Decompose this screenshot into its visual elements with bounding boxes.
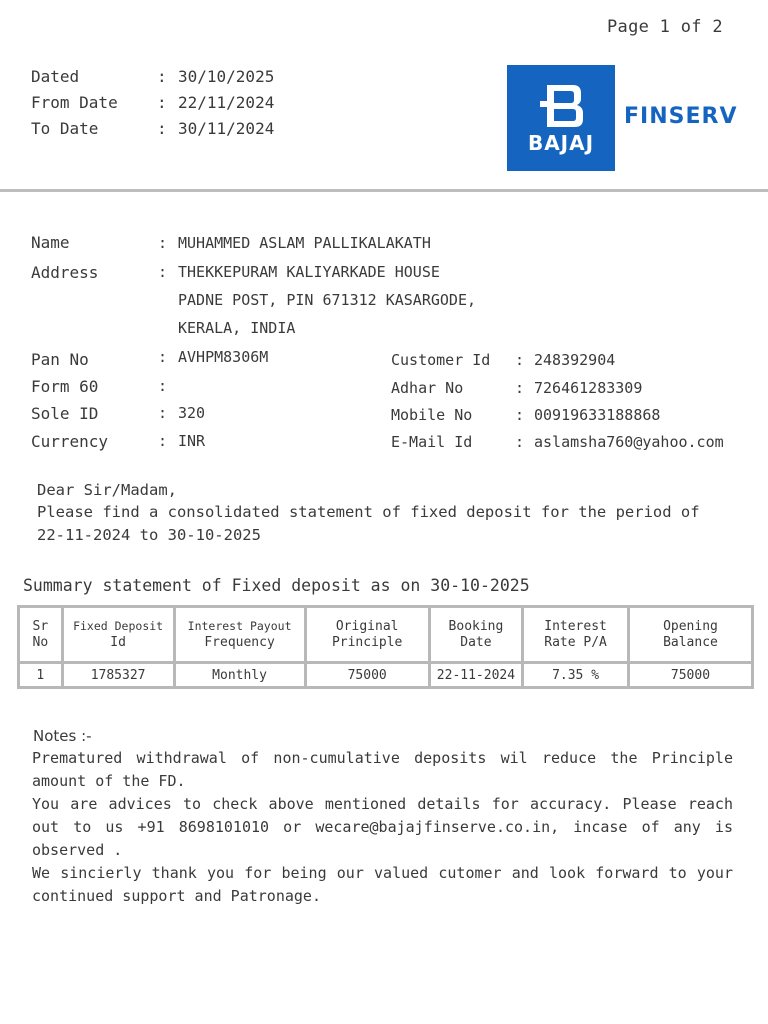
address-line-1: THEKKEPURAM KALIYARKADE HOUSE	[178, 263, 440, 281]
mobile-label: Mobile No	[391, 406, 473, 424]
to-date-label: To Date	[31, 119, 99, 138]
bajaj-wordmark: BAJAJ	[527, 131, 595, 155]
page-number: Page 1 of 2	[607, 17, 723, 37]
adhar-label: Adhar No	[391, 379, 464, 397]
separator: :	[158, 404, 168, 422]
form60-label: Form 60	[31, 377, 99, 396]
fixed-deposit-table	[17, 605, 754, 689]
adhar-value: 726461283309	[534, 379, 643, 397]
cell-fd-id: 1785327	[64, 664, 173, 686]
header-sr-no: Sr No	[20, 608, 61, 661]
sole-id-label: Sole ID	[31, 404, 99, 423]
notes-body	[32, 747, 733, 908]
letter-body-line-2: 22-11-2024 to 30-10-2025	[37, 526, 261, 544]
separator: :	[157, 67, 167, 86]
address-label: Address	[31, 263, 99, 282]
note-paragraph: Prematured withdrawal of non-cumulative deposits wil reduce the Principle amount of the FD.	[32, 749, 733, 790]
currency-label: Currency	[31, 432, 109, 451]
mobile-value: 00919633188868	[534, 406, 661, 424]
finserv-wordmark: FINSERV	[624, 104, 738, 129]
note-paragraph: You are advices to check above mentioned details for accuracy. Please reach out to us +91 8698101010 or wecare@bajajfinserve.co.in, incase of any is observed .	[32, 795, 733, 859]
cell-interest-rate: 7.35 %	[524, 664, 627, 686]
customer-id-label: Customer Id	[391, 351, 491, 369]
to-date-value: 30/11/2024	[178, 119, 275, 138]
pan-label: Pan No	[31, 350, 89, 369]
pan-value: AVHPM8306M	[178, 348, 269, 366]
cell-booking-date: 22-11-2024	[431, 664, 522, 686]
separator: :	[158, 377, 168, 395]
customer-name: MUHAMMED ASLAM PALLIKALAKATH	[178, 234, 431, 252]
separator: :	[515, 433, 525, 451]
separator: :	[157, 93, 167, 112]
header-interest-rate: Interest Rate P/A	[524, 608, 627, 661]
header-opening-balance: Opening Balance	[630, 608, 751, 661]
customer-id-value: 248392904	[534, 351, 616, 369]
cell-sr-no: 1	[20, 664, 61, 686]
letter-greeting: Dear Sir/Madam,	[37, 481, 177, 499]
cell-original-principle: 75000	[307, 664, 428, 686]
separator: :	[515, 379, 525, 397]
cell-payout-frequency: Monthly	[176, 664, 304, 686]
header-fd-id: Fixed Deposit Id	[64, 608, 173, 661]
letter-body-line-1: Please find a consolidated statement of fixed deposit for the period of	[37, 503, 700, 521]
email-label: E-Mail Id	[391, 433, 473, 451]
bajaj-b-icon	[507, 73, 615, 135]
table-header-row	[20, 608, 751, 661]
dated-value: 30/10/2025	[178, 67, 275, 86]
header-divider	[0, 189, 768, 192]
from-date-value: 22/11/2024	[178, 93, 275, 112]
separator: :	[157, 119, 167, 138]
from-date-label: From Date	[31, 93, 118, 112]
dated-label: Dated	[31, 67, 80, 86]
notes-title: Notes :-	[33, 727, 92, 745]
note-paragraph: We sincierly thank you for being our valued cutomer and look forward to your continued support and Patronage.	[32, 864, 733, 905]
separator: :	[515, 351, 525, 369]
cell-opening-balance: 75000	[630, 664, 751, 686]
name-label: Name	[31, 233, 70, 252]
currency-value: INR	[178, 432, 206, 450]
address-line-2: PADNE POST, PIN 671312 KASARGODE,	[178, 291, 477, 309]
separator: :	[158, 432, 168, 450]
table-row	[20, 664, 751, 686]
sole-id-value: 320	[178, 404, 206, 422]
separator: :	[515, 406, 525, 424]
address-line-3: KERALA, INDIA	[178, 319, 296, 337]
separator: :	[158, 348, 168, 366]
header-original-principle: Original Principle	[307, 608, 428, 661]
header-booking-date: Booking Date	[431, 608, 522, 661]
separator: :	[158, 263, 168, 281]
header-payout-frequency: Interest Payout Frequency	[176, 608, 304, 661]
summary-title: Summary statement of Fixed deposit as on 30-10-2025	[23, 576, 530, 595]
bajaj-logo	[507, 65, 615, 171]
separator: :	[158, 234, 168, 252]
email-value: aslamsha760@yahoo.com	[534, 433, 724, 451]
